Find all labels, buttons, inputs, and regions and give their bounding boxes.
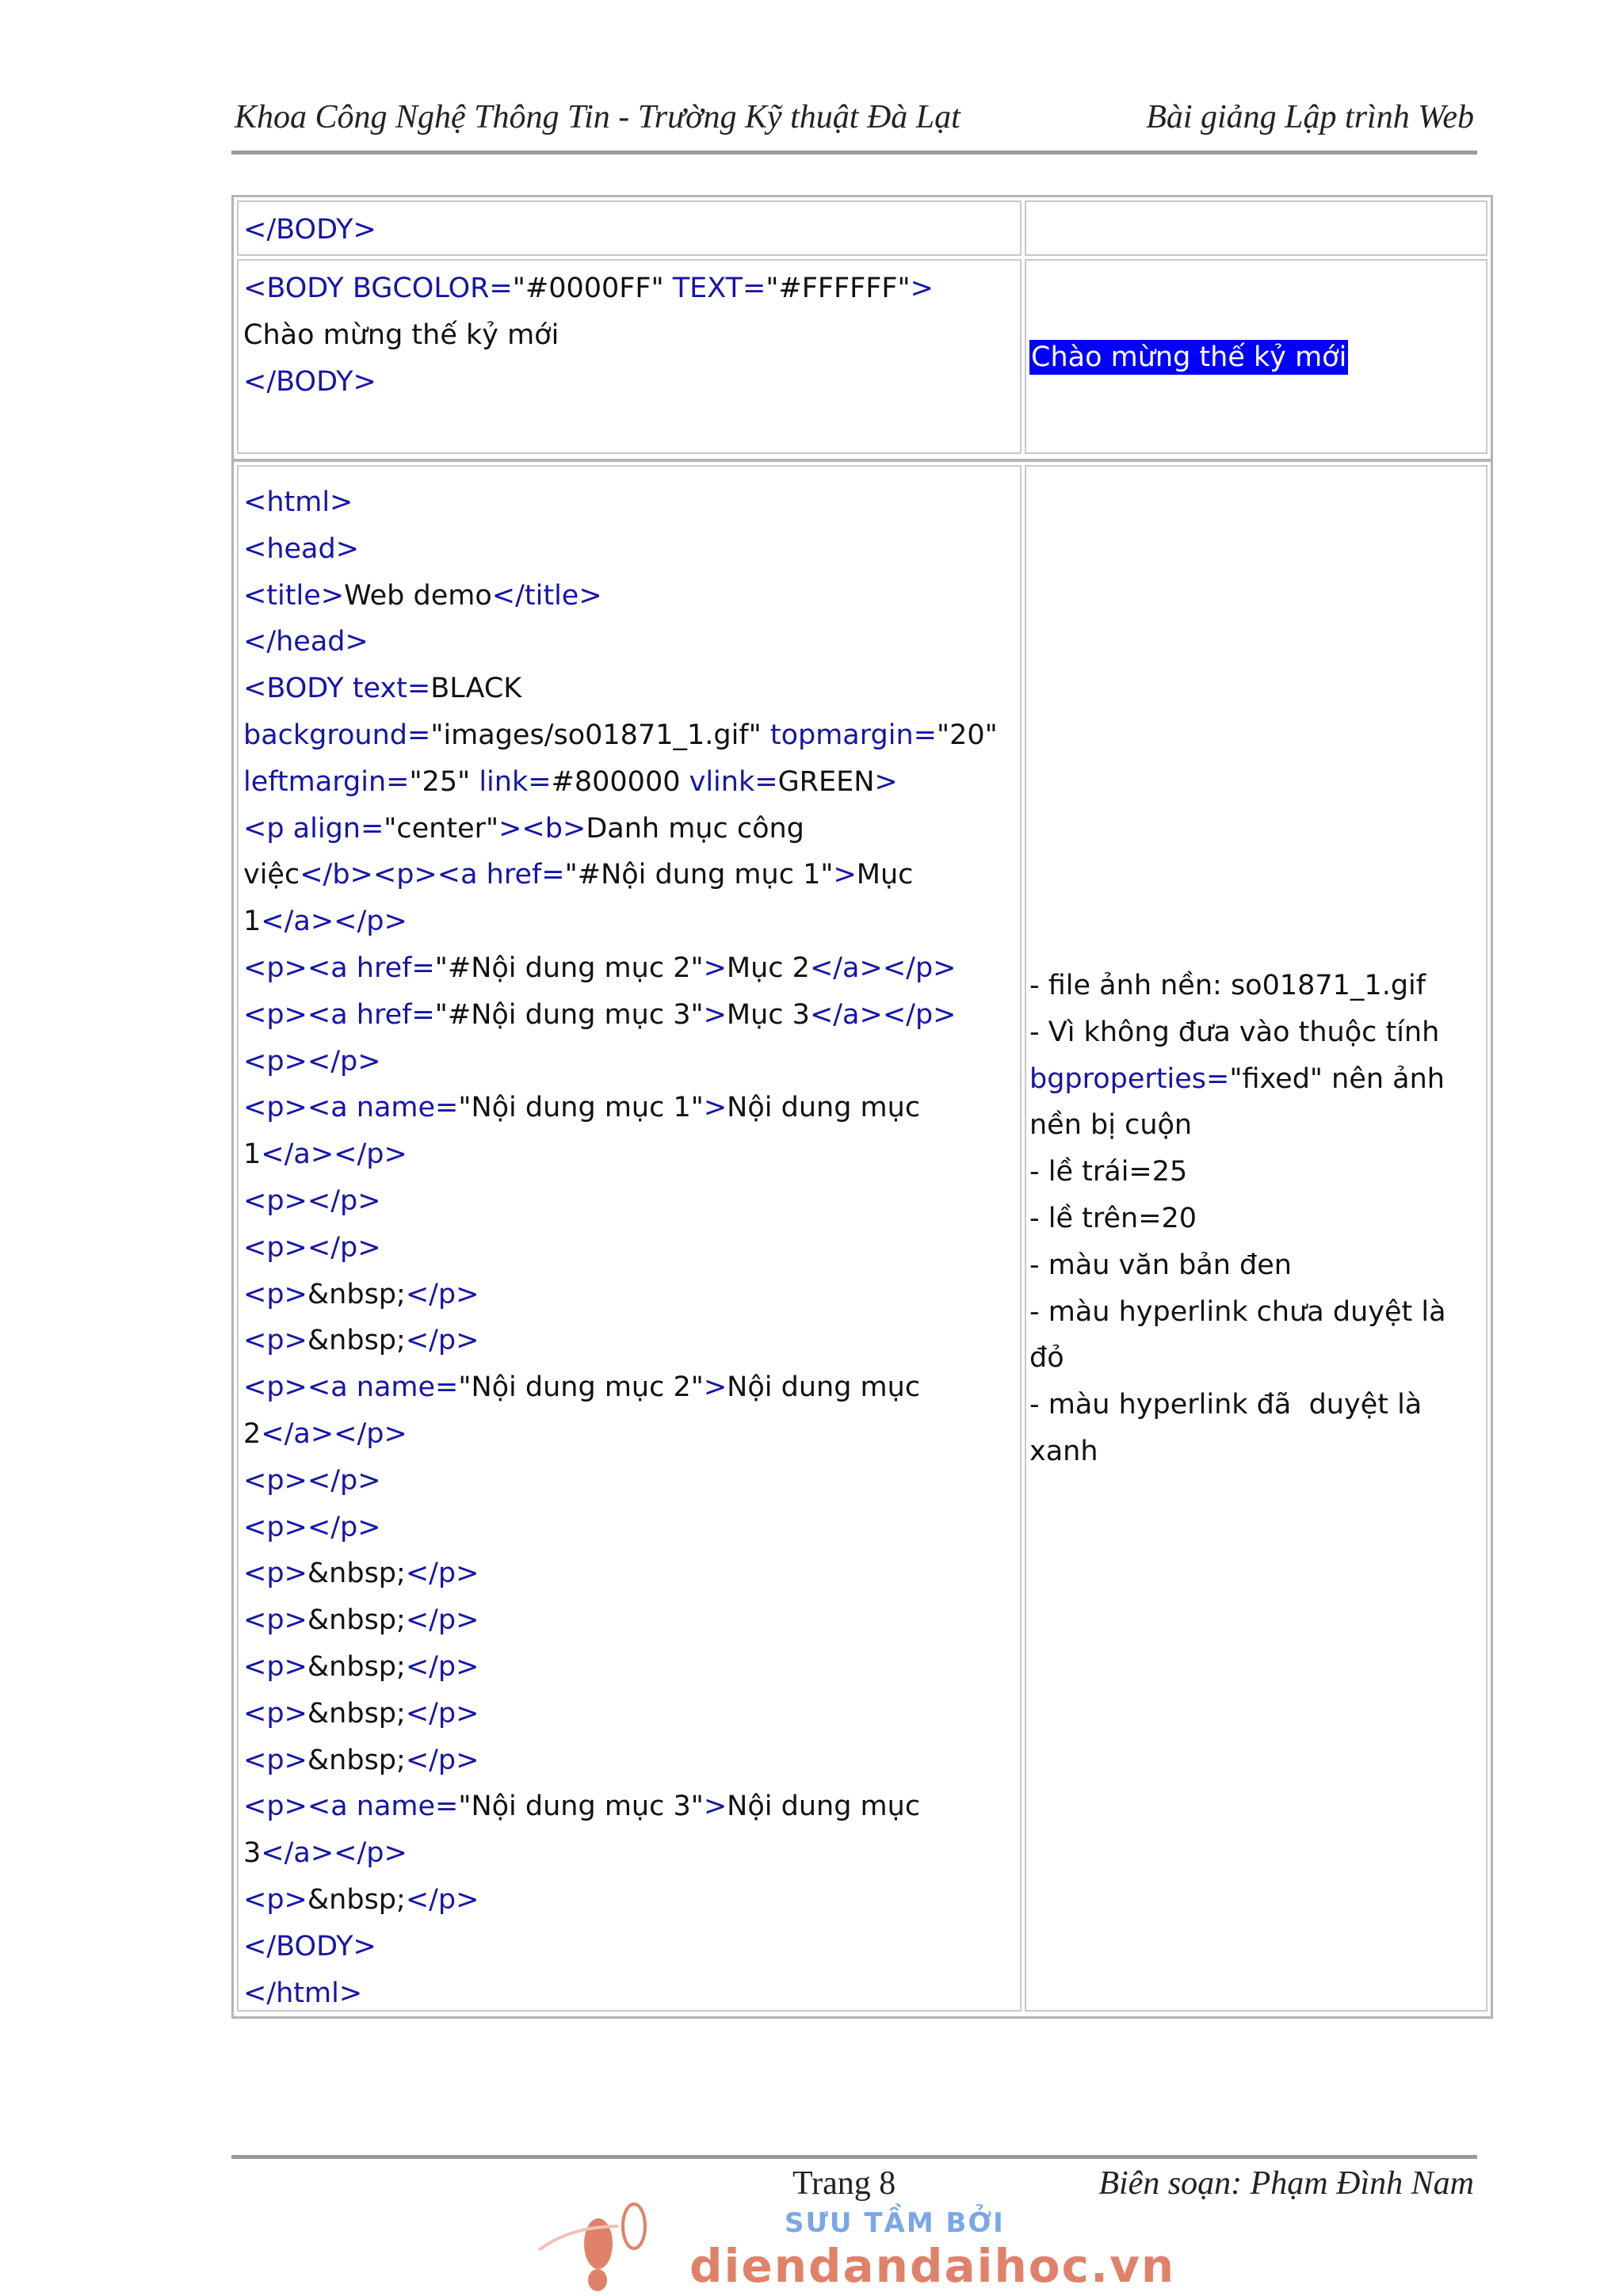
watermark-caption: SƯU TẦM BỞI	[785, 2207, 1005, 2239]
html-tag-token: </p>	[405, 1883, 479, 1916]
text-token: Danh mục công	[586, 812, 804, 845]
code-line	[243, 526, 998, 573]
text-token: Nội dung mục	[727, 1791, 921, 1823]
html-tag-token: </a></p>	[809, 998, 957, 1031]
text-token: "20"	[936, 719, 998, 751]
table1-code-cell-1	[237, 200, 1022, 256]
bgcolor-demo-text: Chào mừng thế kỷ mới	[1031, 341, 1347, 373]
text-token: &nbsp;	[307, 1744, 406, 1776]
code-line	[243, 806, 998, 852]
text-token: BLACK	[430, 673, 522, 705]
html-tag-token: <head>	[243, 532, 360, 565]
text-token: "images/so01871_1.gif"	[430, 719, 770, 751]
code-line	[1029, 1102, 1446, 1149]
html-tag-token: <p>	[243, 1697, 307, 1730]
html-tag-token: <p>	[243, 1604, 307, 1637]
text-token: "Nội dung mục 3"	[458, 1791, 704, 1823]
code-line	[1029, 1335, 1446, 1382]
html-tag-token: </p>	[405, 1558, 479, 1590]
text-token: Mục 2	[726, 952, 810, 984]
code-line	[243, 1691, 998, 1737]
html-tag-token: ><b>	[498, 812, 586, 845]
table2-code-cell	[237, 465, 1022, 2012]
html-tag-token: >	[703, 952, 727, 984]
text-token: - file ảnh nền: so01871_1.gif	[1029, 970, 1426, 1001]
code-line	[243, 1970, 998, 2017]
html-tag-token: </BODY>	[243, 365, 376, 398]
html-tag-token: <p></p>	[243, 1511, 381, 1543]
html-tag-token: <p>	[243, 1325, 307, 1357]
html-tag-token: <p>	[243, 1558, 307, 1590]
text-token: &nbsp;	[307, 1325, 406, 1357]
html-tag-token: <BODY BGCOLOR=	[243, 273, 513, 304]
text-token: 2	[243, 1417, 262, 1450]
html-tag-token: <p>	[243, 1650, 307, 1683]
html-tag-token: </a></p>	[261, 906, 407, 938]
html-tag-token: vlink=	[689, 765, 778, 798]
text-token: "#FFFFFF"	[766, 273, 911, 304]
html-tag-token: >	[833, 859, 857, 891]
code-block	[243, 207, 376, 254]
code-line	[243, 207, 376, 254]
html-tag-token: </p>	[405, 1325, 479, 1357]
code-line	[243, 265, 934, 312]
watermark-logo	[523, 2195, 1176, 2296]
code-line	[243, 1830, 998, 1877]
header-course-department: Khoa Công Nghệ Thông Tin - Trường Kỹ thuật Đà Lạt	[235, 99, 960, 135]
html-tag-token: <p>	[243, 1278, 307, 1310]
code-line	[243, 1505, 998, 1551]
html-tag-token: <p><a name=	[243, 1791, 459, 1823]
text-token: GREEN	[777, 765, 875, 798]
html-tag-token: </a></p>	[261, 1138, 407, 1171]
text-token: - lề trái=25	[1029, 1156, 1188, 1188]
code-line	[243, 945, 998, 992]
html-tag-token: <html>	[243, 486, 353, 518]
footer-divider	[231, 2155, 1477, 2159]
html-tag-token: >	[703, 1092, 727, 1124]
html-tag-token: </title>	[491, 579, 602, 612]
text-token: Chào mừng thế kỷ mới	[243, 318, 559, 351]
html-tag-token: <p></p>	[243, 1184, 381, 1217]
code-line	[243, 1131, 998, 1178]
html-tag-token: >	[703, 1371, 727, 1404]
html-tag-token: </a></p>	[809, 952, 957, 984]
code-line	[243, 1597, 998, 1644]
html-tag-token: <p><a name=	[243, 1092, 459, 1124]
code-line	[243, 759, 998, 806]
code-line	[243, 1458, 998, 1505]
text-token: "#0000FF"	[512, 273, 673, 304]
code-line	[243, 666, 998, 712]
text-token: "fixed" nên ảnh	[1229, 1062, 1445, 1095]
html-tag-token: <p></p>	[243, 1464, 381, 1497]
footer-compiler: Biên soạn: Phạm Đình Nam	[1098, 2165, 1474, 2202]
text-token: &nbsp;	[307, 1278, 406, 1310]
text-token: - màu hyperlink chưa duyệt là	[1029, 1295, 1446, 1328]
table1-code-cell-2	[237, 259, 1022, 454]
html-tag-token: topmargin=	[769, 719, 937, 751]
text-token: 1	[243, 906, 262, 938]
html-tag-token: <p>	[243, 1744, 307, 1776]
text-token: &nbsp;	[307, 1604, 406, 1637]
code-line	[1029, 1289, 1446, 1336]
text-token: &nbsp;	[307, 1558, 406, 1590]
text-token: đỏ	[1029, 1342, 1064, 1375]
html-tag-token: >	[874, 765, 898, 798]
html-tag-token: >	[703, 998, 727, 1031]
text-token: "25"	[409, 765, 479, 798]
code-line	[243, 1924, 998, 1970]
code-line	[243, 712, 998, 759]
html-tag-token: <p><a href=	[243, 952, 435, 984]
code-block	[243, 265, 934, 405]
text-token: Mục	[856, 859, 914, 891]
description-block	[1029, 963, 1446, 1475]
text-token: Nội dung mục	[727, 1371, 921, 1404]
text-token: &nbsp;	[307, 1883, 406, 1916]
html-tag-token: <p><a name=	[243, 1371, 459, 1404]
html-tag-token: leftmargin=	[243, 765, 410, 798]
text-token: &nbsp;	[307, 1650, 406, 1683]
html-tag-token: </html>	[243, 1977, 363, 2009]
text-token: Nội dung mục	[727, 1092, 921, 1124]
html-tag-token: <BODY text=	[243, 673, 431, 705]
code-line	[243, 1783, 998, 1830]
code-line	[243, 1411, 998, 1458]
html-tag-token: <p><a href=	[243, 998, 435, 1031]
code-line	[243, 1085, 998, 1131]
code-line	[243, 1272, 998, 1318]
html-tag-token: link=	[479, 765, 552, 798]
html-tag-token: background=	[243, 719, 431, 751]
footprints-icon	[523, 2195, 682, 2296]
code-line	[1029, 963, 1446, 1009]
html-tag-token: <p></p>	[243, 1045, 381, 1077]
html-tag-token: </p>	[405, 1697, 479, 1730]
html-tag-token: </b><p><a href=	[300, 859, 565, 891]
text-token: xanh	[1029, 1435, 1098, 1467]
html-tag-token: </p>	[405, 1744, 479, 1776]
html-tag-token: TEXT=	[672, 273, 766, 304]
text-token: "center"	[384, 812, 499, 845]
table1-result-cell-2	[1025, 259, 1487, 454]
html-tag-token: </BODY>	[243, 214, 376, 246]
code-line	[243, 1550, 998, 1597]
html-tag-token: </BODY>	[243, 1930, 376, 1962]
text-token: việc	[243, 859, 300, 891]
example-table-bgcolor	[231, 195, 1493, 461]
html-tag-token: >	[703, 1791, 727, 1823]
code-line	[243, 573, 998, 620]
code-line	[1029, 1428, 1446, 1475]
html-tag-token: >	[910, 273, 934, 304]
code-line	[243, 479, 998, 526]
html-tag-token: <title>	[243, 579, 345, 612]
text-token: "Nội dung mục 2"	[458, 1371, 704, 1404]
header-divider	[231, 151, 1477, 154]
code-line	[1029, 1056, 1446, 1103]
html-tag-token: <p align=	[243, 812, 384, 845]
html-tag-token: <p>	[243, 1883, 307, 1916]
code-line	[1029, 1242, 1446, 1289]
text-token: - Vì không đưa vào thuộc tính	[1029, 1016, 1440, 1048]
watermark-site: diendandaihoc.vn	[689, 2239, 1176, 2293]
html-tag-token: <p></p>	[243, 1231, 381, 1264]
text-token: #800000	[551, 765, 689, 798]
header-lecture-title: Bài giảng Lập trình Web	[1146, 99, 1474, 135]
code-line	[243, 1318, 998, 1364]
text-token: Mục 3	[726, 998, 810, 1031]
text-token: - màu văn bản đen	[1029, 1249, 1292, 1281]
page-number: Trang 8	[792, 2165, 896, 2202]
html-tag-token: </head>	[243, 626, 369, 658]
text-token: nền bị cuộn	[1029, 1109, 1193, 1142]
code-line	[1029, 1149, 1446, 1196]
code-line	[243, 898, 998, 945]
code-line	[1029, 1009, 1446, 1056]
text-token: Web demo	[344, 579, 492, 612]
code-line	[1029, 1196, 1446, 1242]
code-line	[243, 852, 998, 898]
text-token: &nbsp;	[307, 1697, 406, 1730]
text-token: - màu hyperlink đã duyệt là	[1029, 1389, 1423, 1421]
code-line	[243, 1178, 998, 1225]
text-token: 1	[243, 1138, 262, 1171]
text-token: "Nội dung mục 1"	[458, 1092, 704, 1124]
code-line	[243, 1364, 998, 1411]
code-line	[243, 1039, 998, 1085]
html-tag-token: </a></p>	[261, 1837, 407, 1870]
text-token: "#Nội dung mục 2"	[434, 952, 704, 984]
code-block	[243, 479, 998, 2016]
code-line	[243, 1225, 998, 1272]
html-tag-token: </p>	[405, 1278, 479, 1310]
code-line	[243, 312, 934, 359]
text-token: "#Nội dung mục 1"	[564, 859, 834, 891]
example-table-body-attributes	[231, 460, 1493, 2019]
code-line	[243, 1877, 998, 1924]
table1-result-cell-1	[1025, 200, 1487, 256]
html-tag-token: bgproperties=	[1029, 1062, 1230, 1095]
code-line	[1029, 1382, 1446, 1428]
html-tag-token: </p>	[405, 1650, 479, 1683]
text-token: "#Nội dung mục 3"	[434, 998, 704, 1031]
html-tag-token: </a></p>	[261, 1417, 407, 1450]
code-line	[243, 992, 998, 1039]
code-line	[243, 619, 998, 666]
text-token: 3	[243, 1837, 262, 1870]
text-token: - lề trên=20	[1029, 1202, 1197, 1234]
table2-description-cell	[1025, 465, 1487, 2012]
code-line	[243, 359, 934, 406]
html-tag-token: </p>	[405, 1604, 479, 1637]
code-line	[243, 1737, 998, 1784]
code-line	[243, 1644, 998, 1691]
